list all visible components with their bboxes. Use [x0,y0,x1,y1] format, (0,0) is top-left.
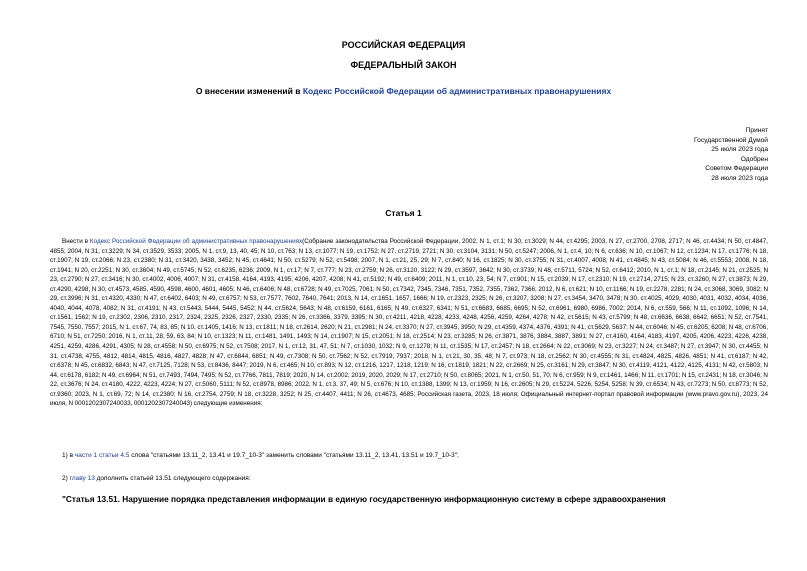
intro-prefix: Внести в [62,238,90,245]
item-1-link[interactable]: части 1 статьи 4.5 [74,452,130,459]
intro-body: (Собрание законодательства Российской Федерации, 2002, N 1, ст.1; N 30, ст.3029; N 44, ст.4295; 2003, N 27, ст.2700, 2708, 2717; N 46, ст.4434; N 50, ст.4847, 4855; 2004, N 31, ст.3229; N 34, ст.3529, 3533; 2005, N 1, ст.9, 13, 40, 45; N 10, ст.763; N 13, ст.1077; N 19, ст.1752; N 27, ст.2719, 2721; N 30, ст.3104, 3131; N 50, ст.5247; 2006, N 1, ст.4, 10; N 6, ст.636; N 10, ст.1067; N 12, ст.1234; N 17, ст.1776; N 18, ст.1907; N 19, ст.2066; N 23, ст.2380; N 31, ст.3420, 3438, 3452; N 45, ст.4641; N 50, ст.5279; N 52, ст.5498; 2007, N 1, ст.21, 25, 29; N 7, ст.840; N 16, ст.1825; N 30, ст.3755; N 31, ст.4007, 4008; N 41, ст.4845; N 43, ст.5084; N 46, ст.5553; 2008, N 18, ст.1941; N 20, ст.2251; N 30, ст.3604; N 49, ст.5745; N 52, ст.6235, 6236; 2009, N 1, ст.17; N 7, ст.777; N 23, ст.2759; N 26, ст.3120, 3122; N 29, ст.3597, 3642; N 30, ст.3739; N 48, ст.5711, 5724; N 52, ст.6412; 2010, N 1, ст.1; N 18, ст.2145; N 21, ст.2525; N 23, ст.2790; N 27, ст.3416; N 30, ст.4002, 4006, 4007; N 31, ст.4158, 4164, 4193, 4195, 4206, 4207, 4208; N 41, ст.5192; N 49, ст.6409; 2011, N 1, ст.10, 23, 54; N 7, ст.901; N 15, ст.2039; N 17, ст.2310; N 19, ст.2714, 2715; N 23, ст.3260; N 27, ст.3873; N 29, ст.4290, 4298; N 30, ст.4573, 4585, 4590, 4598, 4600, 4601, 4605; N 46, ст.6406; N 48, ст.6728; N 49, ст.7025, 7061; N 50, ст.7342, 7345, 7346, 7351, 7352, 7355, 7362, 7366; 2012, N 6, ст.621; N 10, ст.1166; N 19, ст.2278, 2281; N 24, ст.3068, 3069, 3082; N 29, ст.3996; N 31, ст.4320, 4330; N 47, ст.6402, 6403; N 49, ст.6757; N 53, ст.7577, 7602, 7640, 7641; 2013, N 14, ст.1651, 1657, 1666; N 19, ст.2323, 2325; N 26, ст.3207, 3208; N 27, ст.3454, 3470, 3478; N 30, ст.4025, 4029, 4030, 4031, 4032, 4034, 4036, 4040, 4044, 4078, 4082; N 31, ст.4191; N 43, ст.5443, 5444, 5445, 5452; N 44, ст.5624, 5643; N 48, ст.6159, 6161, 6165; N 49, ст.6327, 6341; N 51, ст.6683, 6685, 6695; N 52, ст.6961, 6980, 6986, 7002; 2014, N 6, ст.559, 566; N 11, ст.1092, 1096; N 14, ст.1561, 1562; N 19, ст.2302, 2306, 2310, 2317, 2324, 2325, 2326, 2327, 2330, 2335; N 26, ст.3366, 3379, 3395; N 30, ст.4211, 4218, 4228, 4233, 4248, 4256, 4259, 4264, 4278; N 42, ст.5615; N 43, ст.5799; N 48, ст.6636, 6638, 6642, 6651; N 52, ст.7541, 7545, 7550, 7557; 2015, N 1, ст.67, 74, 83, 85; N 10, ст.1405, 1416; N 13, ст.1811; N 18, ст.2614, 2620; N 21, ст.2981; N 24, ст.3370; N 27, ст.3945, 3950; N 29, ст.4359, 4374, 4376, 4391; N 41, ст.5629, 5637; N 44, ст.6046; N 45, ст.6205, 6208; N 48, ст.6706, 6710; N 51, ст.7250; 2016, N 1, ст.11, 28, 59, 63, 84; N 10, ст.1323; N 11, ст.1481, 1491, 1493; N 14, ст.1907; N 15, ст.2051; N 18, ст.2514; N 23, ст.3285; N 26, ст.3871, 3876, 3884, 3887, 3891; N 27, ст.4160, 4164, 4183, 4197, 4205, 4206, 4223, 4226, 4238, 4251, 4259, 4286, 4291, 4305; N 28, ст.4558; N 50, ст.6975; N 52, ст.7508; 2017, N 1, ст.12, 31, 47, 51; N 7, ст.1030, 1032; N 9, ст.1278; N 11, ст.1535; N 17, ст.2457; N 18, ст.2664; N 22, ст.3069; N 23, ст.3227; N 24, ст.3487; N 27, ст.3947; N 30, ст.4455; N 31, ст.4738, 4755, 4812, 4814, 4815, 4816, 4827, 4828; N 47, ст.6844, 6851; N 49, ст.7308; N 50, ст.7562; N 52, ст.7919, 7937; 2018, N 1, ст.21, 30, 35, 48; N 7, ст.973; N 18, ст.2562; N 30, ст.4555; N 31, ст.4824, 4825, 4826, 4851; N 41, ст.6187; N 42, ст.6378; N 45, ст.6832, 6843; N 47, ст.7125, 7128; N 53, ст.8436, 8447; 2019, N 6, ст.465; N 10, ст.893; N 12, ст.1216, 1217, 1218, 1219; N 16, ст.1819, 1821; N 22, ст.2669; N 25, ст.3161; N 29, ст.3847; N 30, ст.4119, 4121, 4122, 4125, 4131; N 42, ст.5803; N 44, ст.6178, 6182; N 49, ст.6964; N 51, ст.7493, 7494, 7495; N 52, ст.7766, 7811, 7819; 2020, N 14, ст.2002, 2019, 2020, 2029; N 17, ст.2710; N 50, ст.8065; 2021, N 1, ст.50, 51, 70; N 6, ст.959; N 9, ст.1461, 1466; N 11, ст.1701; N 15, ст.2431; N 18, ст.3046; N 22, ст.3676; N 24, ст.4180, 4222, 4223, 4224; N 27, ст.5060, 5111; N 52, ст.8978, 8986; 2022, N 1, ст.3, 37, 49; N 5, ст.676; N 10, ст.1388, 1399; N 13, ст.1959; N 16, ст.2605; N 29, ст.5224, 5226, 5254, 5258; N 39, ст.6534; N 43, ст.7273; N 50, ст.8773; N 52, ст.9360; 2023, N 1, ст.69, 72; N 14, ст.2380; N 16, ст.2754, 2759; N 18, ст.3228, 3252; N 25, ст.4407, 4411; N 26, ст.4673, 4685; Российская газета, 2023, 18 июля; Официальный интернет-портал правовой информации (www.pravo.gov.ru), 2023, 24 июля, N 0001202307240033, 0001202307240043) следующие изменения: [50,238,768,408]
amendment-item-2 [62,475,251,482]
item-1-body: слова "статьями 13.11_2, 13.41 и 19.7_10-3" заменить словами "статьями 13.11_2, 13.41, 13.51 и 19.7_10-3"; [129,452,459,459]
approved-label: Одобрен [740,155,768,163]
council-date: 28 июля 2023 года [711,174,768,182]
document-header-country: РОССИЙСКАЯ ФЕДЕРАЦИЯ [341,40,466,50]
item-2-prefix: 2) [62,475,70,482]
item-1-prefix: 1) в [62,452,75,459]
new-article-heading: "Статья 13.51. Нарушение порядка представления информации в единую государственную информационную систему в сфере здравоохранения [62,494,666,504]
intro-code-link[interactable]: Кодекс Российской Федерации об административных правонарушениях [89,238,303,245]
document-header-type: ФЕДЕРАЛЬНЫЙ ЗАКОН [350,60,457,70]
document-title-prefix: О внесении изменений в [195,86,303,96]
item-2-link[interactable]: главу 13 [69,475,95,482]
council-label: Советом Федерации [705,165,768,173]
document-title [0,86,807,96]
adopted-label: Принят [745,127,768,134]
item-2-body: дополнить статьей 13.51 следующего содержания: [94,475,251,482]
duma-label: Государственной Думой [694,136,768,144]
article-intro-paragraph [50,237,768,409]
article-heading: Статья 1 [385,208,422,218]
adoption-info [694,126,768,184]
code-link[interactable]: Кодекс Российской Федерации об административных правонарушениях [302,86,612,96]
amendment-item-1 [62,452,459,459]
duma-date: 25 июля 2023 года [711,146,768,154]
